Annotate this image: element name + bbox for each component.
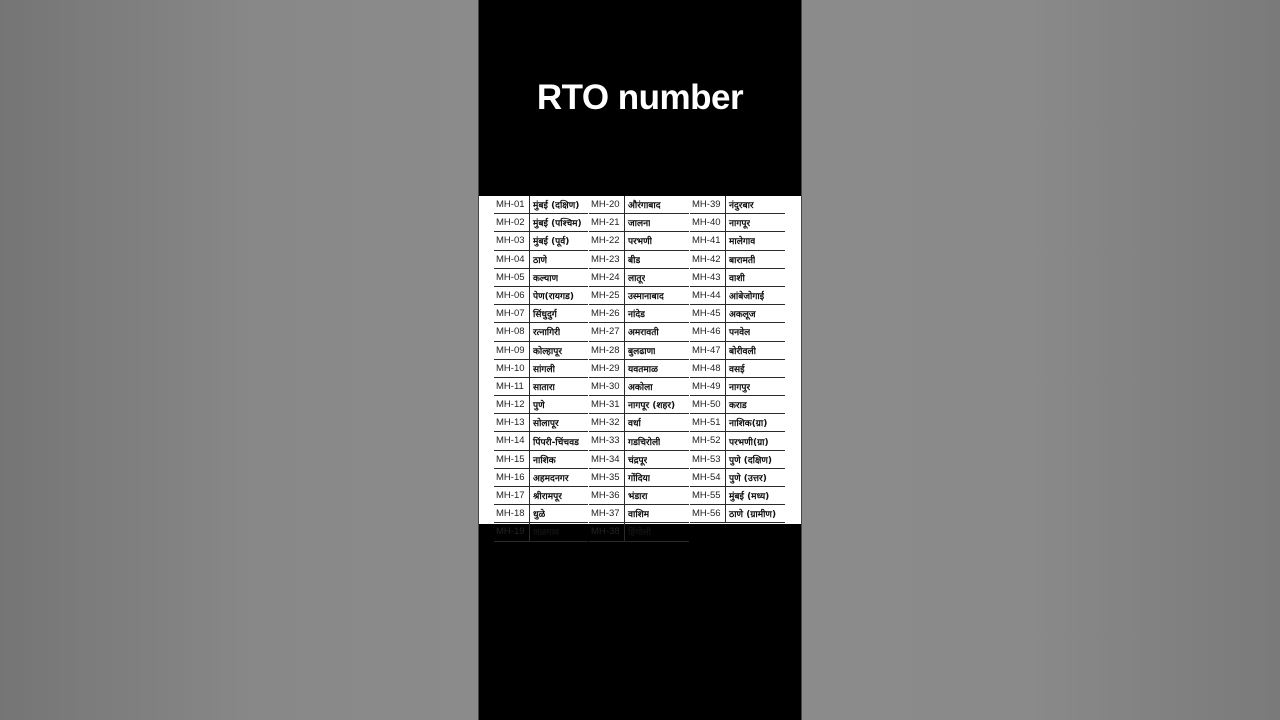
rto-code: MH-03 <box>494 232 530 249</box>
rto-code: MH-42 <box>690 251 726 268</box>
rto-place: बोरीवली <box>729 346 756 357</box>
table-row <box>589 232 689 250</box>
rto-place: पुणे (उत्तर) <box>729 473 767 484</box>
rto-code: MH-46 <box>690 323 726 340</box>
table-row <box>494 305 588 323</box>
rto-place: पुणे (दक्षिण) <box>729 455 773 466</box>
rto-place: धुळे <box>533 510 546 521</box>
table-row <box>690 323 785 341</box>
rto-code: MH-25 <box>589 287 625 304</box>
table-row <box>690 451 785 469</box>
table-row <box>494 323 588 341</box>
rto-code: MH-04 <box>494 251 530 268</box>
rto-place: नाशिक(ग्रा) <box>729 419 768 430</box>
rto-code: MH-53 <box>690 451 726 468</box>
table-row <box>589 214 689 232</box>
rto-place: अकलूज <box>729 310 756 321</box>
table-row <box>589 396 689 414</box>
rto-place: जळगाव <box>533 528 559 539</box>
rto-code: MH-22 <box>589 232 625 249</box>
table-row <box>494 196 588 214</box>
rto-code: MH-15 <box>494 451 530 468</box>
table-row <box>589 196 689 214</box>
rto-place: ठाणे (ग्रामीण) <box>729 510 777 521</box>
rto-code: MH-14 <box>494 432 530 449</box>
rto-code: MH-32 <box>589 414 625 431</box>
table-row <box>690 214 785 232</box>
table-row <box>690 396 785 414</box>
table-row <box>690 378 785 396</box>
rto-code: MH-09 <box>494 342 530 359</box>
table-row <box>589 469 689 487</box>
rto-place: ठाणे <box>533 255 548 266</box>
rto-code: MH-18 <box>494 505 530 522</box>
rto-table <box>479 196 801 539</box>
table-row <box>494 342 588 360</box>
rto-code: MH-24 <box>589 269 625 286</box>
rto-code: MH-33 <box>589 432 625 449</box>
video-title: RTO number <box>536 78 744 117</box>
rto-code: MH-34 <box>589 451 625 468</box>
rto-column-3 <box>690 196 785 523</box>
rto-place: वाशिम <box>628 510 650 521</box>
rto-place: आंबेजोगाई <box>729 292 765 303</box>
rto-place: कल्याण <box>533 273 559 284</box>
rto-code: MH-08 <box>494 323 530 340</box>
rto-code: MH-49 <box>690 378 726 395</box>
rto-place: जालना <box>628 219 651 230</box>
rto-place: नंदुरबार <box>729 201 754 212</box>
table-row <box>589 414 689 432</box>
rto-code: MH-44 <box>690 287 726 304</box>
rto-code: MH-51 <box>690 414 726 431</box>
rto-code: MH-41 <box>690 232 726 249</box>
rto-place: सातारा <box>533 382 555 393</box>
rto-code: MH-23 <box>589 251 625 268</box>
table-row <box>690 305 785 323</box>
rto-place: मुंबई (पूर्व) <box>533 237 570 248</box>
rto-place: श्रीरामपूर <box>533 492 562 503</box>
rto-place: अमरावती <box>628 328 659 339</box>
rto-code: MH-56 <box>690 505 726 522</box>
rto-code: MH-06 <box>494 287 530 304</box>
table-row <box>494 360 588 378</box>
rto-code: MH-36 <box>589 487 625 504</box>
rto-place: मुंबई (मध्य) <box>729 492 770 503</box>
rto-place: लातूर <box>628 273 646 284</box>
rto-place: नागपूर <box>729 219 751 230</box>
rto-place: वसई <box>729 364 745 375</box>
rto-place: मुंबई (पश्चिम) <box>533 219 582 230</box>
rto-place: उस्मानाबाद <box>628 292 664 303</box>
rto-place: गडचिरोली <box>628 437 661 448</box>
rto-place: नाशिक <box>533 455 556 466</box>
video-frame[interactable] <box>479 0 801 720</box>
rto-place: बारामती <box>729 255 756 266</box>
rto-code: MH-55 <box>690 487 726 504</box>
rto-code: MH-13 <box>494 414 530 431</box>
table-row <box>494 505 588 523</box>
rto-place: मुंबई (दक्षिण) <box>533 201 580 212</box>
rto-place: सांगली <box>533 364 555 375</box>
table-row <box>589 487 689 505</box>
rto-code: MH-39 <box>690 196 726 213</box>
rto-code: MH-52 <box>690 432 726 449</box>
table-row <box>589 269 689 287</box>
rto-place: कोल्हापूर <box>533 346 563 357</box>
table-row <box>494 469 588 487</box>
rto-place: नागपूर (शहर) <box>628 401 676 412</box>
rto-code: MH-11 <box>494 378 530 395</box>
rto-code: MH-28 <box>589 342 625 359</box>
table-row <box>589 287 689 305</box>
table-row <box>494 214 588 232</box>
rto-place: अहमदनगर <box>533 473 569 484</box>
table-row <box>494 451 588 469</box>
rto-code: MH-35 <box>589 469 625 486</box>
rto-code: MH-16 <box>494 469 530 486</box>
table-row <box>494 378 588 396</box>
rto-place: यवतमाळ <box>628 364 658 375</box>
rto-place: मालेगाव <box>729 237 756 248</box>
table-row <box>589 505 689 523</box>
rto-place: कराड <box>729 401 747 412</box>
rto-place: पनवेल <box>729 328 751 339</box>
rto-code: MH-05 <box>494 269 530 286</box>
rto-code: MH-07 <box>494 305 530 322</box>
table-row <box>690 196 785 214</box>
table-row <box>589 432 689 450</box>
rto-code: MH-10 <box>494 360 530 377</box>
rto-code: MH-29 <box>589 360 625 377</box>
rto-code: MH-38 <box>589 523 625 540</box>
rto-place: परभणी(ग्रा) <box>729 437 769 448</box>
table-row <box>494 269 588 287</box>
table-row <box>690 487 785 505</box>
rto-place: नांदेड <box>628 310 645 321</box>
table-row <box>690 342 785 360</box>
rto-place: परभणी <box>628 237 652 248</box>
table-row <box>589 251 689 269</box>
rto-place: अकोला <box>628 382 653 393</box>
table-row <box>494 396 588 414</box>
rto-place: वाशी <box>729 273 745 284</box>
rto-place: रत्नागिरी <box>533 328 561 339</box>
rto-place: बीड <box>628 255 641 266</box>
table-row <box>589 342 689 360</box>
table-row <box>690 432 785 450</box>
rto-place: पेण(रायगड) <box>533 292 574 303</box>
table-row <box>494 232 588 250</box>
rto-code: MH-48 <box>690 360 726 377</box>
rto-code: MH-01 <box>494 196 530 213</box>
table-row <box>690 414 785 432</box>
rto-column-2 <box>589 196 689 542</box>
rto-place: बुलढाणा <box>628 346 656 357</box>
table-row <box>494 251 588 269</box>
rto-place: औरंगाबाद <box>628 201 661 212</box>
rto-code: MH-43 <box>690 269 726 286</box>
rto-code: MH-37 <box>589 505 625 522</box>
rto-place: सिंधुदुर्ग <box>533 310 557 321</box>
rto-place: सोलापूर <box>533 419 559 430</box>
table-row <box>690 251 785 269</box>
table-row <box>690 287 785 305</box>
rto-place: चंद्रपूर <box>628 455 648 466</box>
rto-code: MH-45 <box>690 305 726 322</box>
table-row <box>690 360 785 378</box>
rto-place: नागपुर <box>729 382 751 393</box>
rto-code: MH-19 <box>494 523 530 540</box>
table-row <box>690 469 785 487</box>
table-row <box>494 414 588 432</box>
table-row <box>589 360 689 378</box>
table-row <box>494 287 588 305</box>
table-row <box>494 432 588 450</box>
rto-column-1 <box>494 196 588 542</box>
rto-code: MH-17 <box>494 487 530 504</box>
rto-place: पिंपरी-चिंचवड <box>533 437 579 448</box>
table-row <box>589 323 689 341</box>
rto-code: MH-21 <box>589 214 625 231</box>
rto-code: MH-47 <box>690 342 726 359</box>
rto-place: हिंगोली <box>628 528 651 539</box>
rto-place: पुणे <box>533 401 545 412</box>
table-row <box>589 451 689 469</box>
rto-code: MH-54 <box>690 469 726 486</box>
rto-code: MH-50 <box>690 396 726 413</box>
rto-code: MH-02 <box>494 214 530 231</box>
table-row <box>690 269 785 287</box>
rto-code: MH-27 <box>589 323 625 340</box>
table-row <box>494 487 588 505</box>
table-row <box>589 305 689 323</box>
rto-code: MH-20 <box>589 196 625 213</box>
rto-code: MH-31 <box>589 396 625 413</box>
table-row <box>690 232 785 250</box>
table-row <box>589 378 689 396</box>
table-row <box>494 523 588 541</box>
table-row <box>589 523 689 541</box>
rto-code: MH-30 <box>589 378 625 395</box>
rto-place: भंडारा <box>628 492 648 503</box>
rto-code: MH-40 <box>690 214 726 231</box>
rto-code: MH-12 <box>494 396 530 413</box>
rto-place: वर्धा <box>628 419 641 430</box>
table-row <box>690 505 785 523</box>
rto-place: गोंदिया <box>628 473 651 484</box>
rto-code: MH-26 <box>589 305 625 322</box>
